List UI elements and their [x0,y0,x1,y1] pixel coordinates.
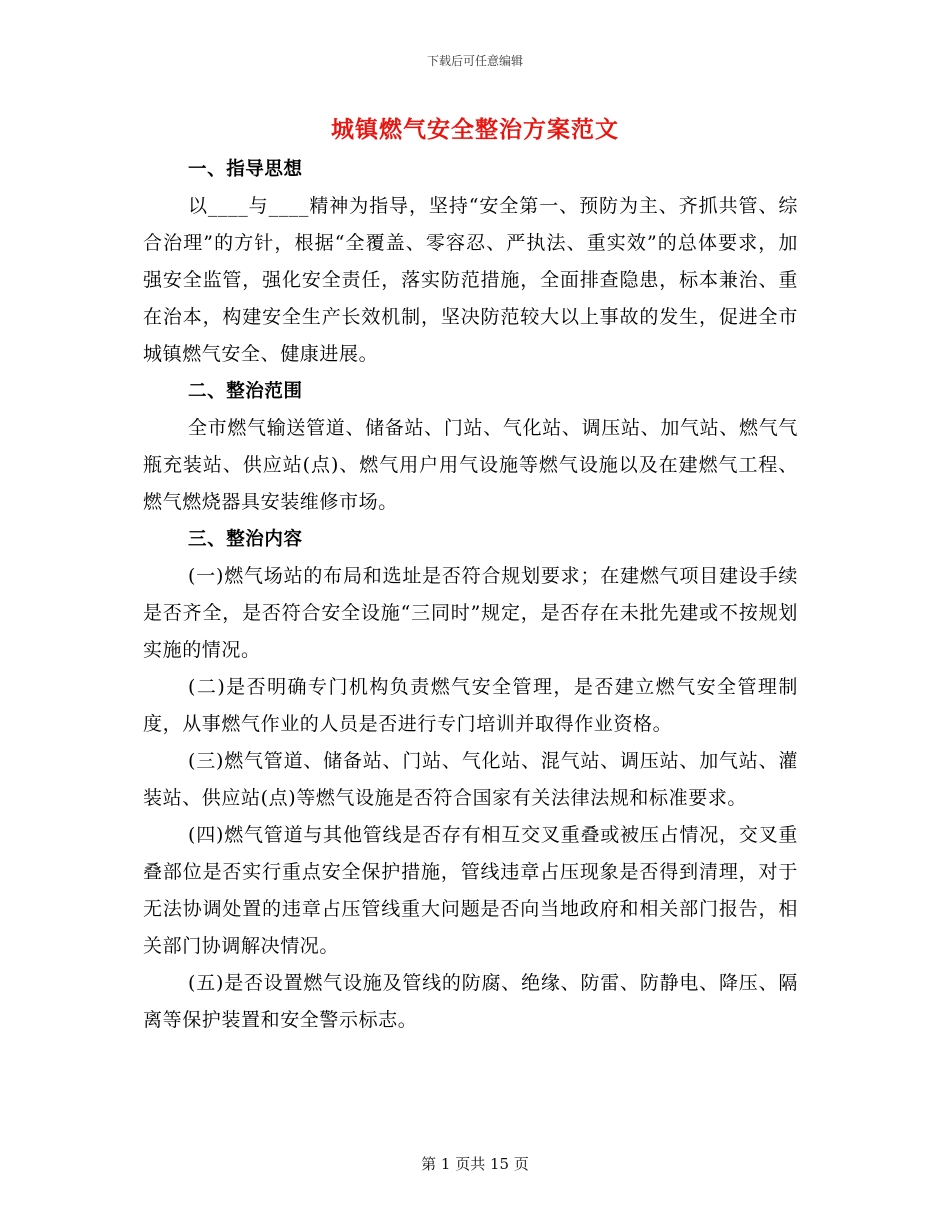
paragraph-content-item-5: (五)是否设置燃气设施及管线的防腐、绝缘、防雷、防静电、降压、隔离等保护装置和安全警示标志。 [143,972,798,1031]
paragraph-scope: 全市燃气输送管道、储备站、门站、气化站、调压站、加气站、燃气气瓶充装站、供应站(点)、燃气用户用气设施等燃气设施以及在建燃气工程、燃气燃烧器具安装维修市场。 [143,417,798,513]
paragraph-content-item-4: (四)燃气管道与其他管线是否存有相互交叉重叠或被压占情况，交叉重叠部位是否实行重点安全保护措施，管线违章占压现象是否得到清理，对于无法协调处置的违章占压管线重大问题是否向当地政府和相关部门报告，相关部门协调解决情况。 [143,824,798,957]
paragraph-content-item-2: (二)是否明确专门机构负责燃气安全管理，是否建立燃气安全管理制度，从事燃气作业的人员是否进行专门培训并取得作业资格。 [143,676,798,735]
document-body [143,151,798,1039]
download-edit-note: 下载后可任意编辑 [426,54,523,68]
page-number: 第 1 页共 15 页 [421,1155,529,1173]
section-heading-content: 三、整治内容 [188,529,303,550]
paragraph-guiding-ideology: 以____与____精神为指导，坚持“安全第一、预防为主、齐抓共管、综合治理”的方针，根据“全覆盖、零容忍、严执法、重实效”的总体要求，加强安全监管，强化安全责任，落实防范措施，全面排查隐患，标本兼治、重在治本，构建安全生产长效机制，坚决防范较大以上事故的发生，促进全市城镇燃气安全、健康进展。 [143,195,798,365]
section-heading-guiding-ideology: 一、指导思想 [188,159,303,180]
section-heading-scope: 二、整治范围 [188,381,303,402]
document-title: 城镇燃气安全整治方案范文 [331,116,619,143]
paragraph-content-item-1: (一)燃气场站的布局和选址是否符合规划要求；在建燃气项目建设手续是否齐全，是否符合安全设施“三同时”规定，是否存在未批先建或不按规划实施的情况。 [143,565,798,661]
paragraph-content-item-3: (三)燃气管道、储备站、门站、气化站、混气站、调压站、加气站、灌装站、供应站(点)等燃气设施是否符合国家有关法律法规和标准要求。 [143,750,798,809]
